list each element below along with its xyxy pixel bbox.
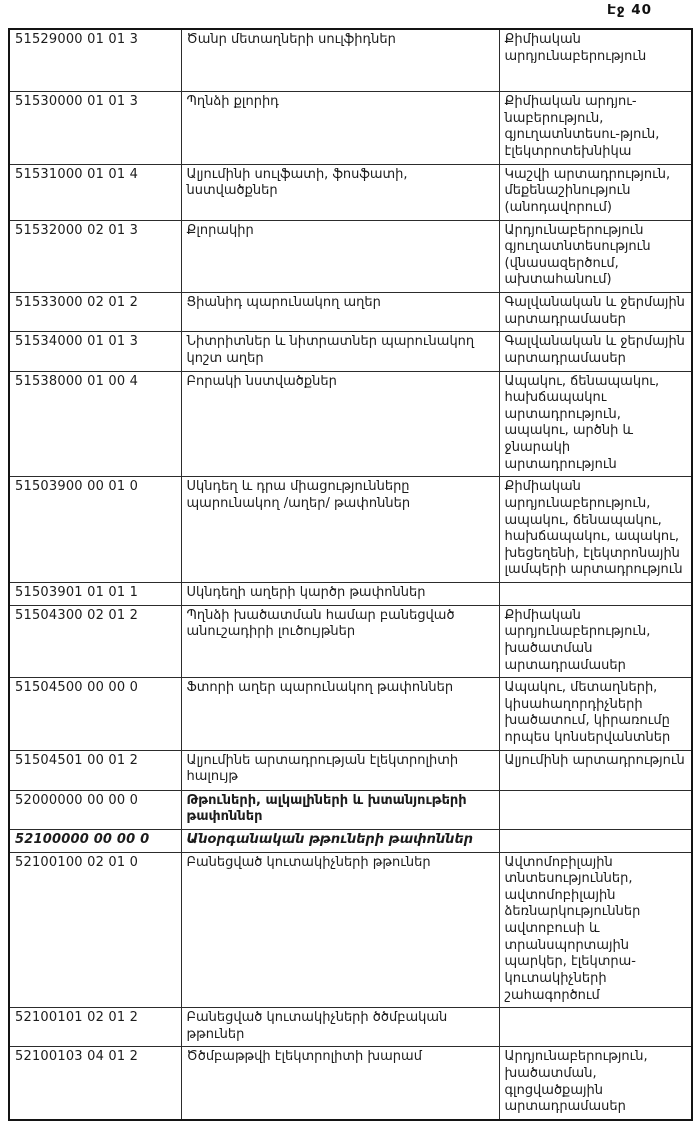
waste-code-cell: 51504500 00 00 0 [9,678,181,751]
waste-code-cell: 52100100 02 01 0 [9,852,181,1008]
usage-cell: Ավտոմոբիլային տնտեսություններ, ավտոմոբիլային ձեռնարկություններ ավտոբուսի և տրանսպորտային պարկեր, էլեկտրա-կուտակիչների շահագործում [499,852,692,1008]
waste-code-cell: 51504501 00 01 2 [9,750,181,790]
usage-cell: Ալյումինի արտադրություն [499,750,692,790]
table-row [9,1047,692,1120]
waste-code-cell: 51538000 01 00 4 [9,371,181,477]
waste-code-cell: 52100000 00 00 0 [9,829,181,852]
waste-name-cell: Ֆտորի աղեր պարունակող թափոններ [181,678,499,751]
usage-cell: Ապակու, մետաղների, կիսահաղորդիչների խածատում, կիրառումը որպես կոնսերվանտներ [499,678,692,751]
table-row [9,1008,692,1047]
table-row [9,477,692,583]
table-row [9,293,692,332]
table-row [9,29,692,92]
waste-name-cell: Բանեցված կուտակիչների ծծմբական թթուներ [181,1008,499,1047]
table-row [9,583,692,606]
waste-code-cell: 51529000 01 01 3 [9,29,181,92]
usage-cell [499,583,692,606]
waste-classification-table [8,28,693,1121]
waste-name-cell: Նիտրիտներ և նիտրատներ պարունակող կոշտ աղեր [181,332,499,371]
waste-name-cell: Քլորակիր [181,220,499,293]
waste-code-cell: 52000000 00 00 0 [9,790,181,829]
waste-code-cell: 52100101 02 01 2 [9,1008,181,1047]
usage-cell: Գալվանական և ջերմային արտադրամասեր [499,332,692,371]
table-row [9,605,692,678]
usage-cell: Քիմիական արդյունաբերություն, խածատման արտադրամասեր [499,605,692,678]
waste-code-cell: 51530000 01 01 3 [9,92,181,165]
usage-cell: Կաշվի արտադրություն, մեքենաշինություն (անոդավորում) [499,164,692,220]
waste-code-cell: 51534000 01 01 3 [9,332,181,371]
waste-name-cell: Ցիանիդ պարունակող աղեր [181,293,499,332]
waste-code-cell: 52100103 04 01 2 [9,1047,181,1120]
waste-code-cell: 51533000 02 01 2 [9,293,181,332]
waste-code-cell: 51503900 00 01 0 [9,477,181,583]
waste-name-cell: Ալյումինե արտադրության էլեկտրոլիտի հալույթ [181,750,499,790]
usage-cell: Գալվանական և ջերմային արտադրամասեր [499,293,692,332]
usage-cell: Քիմիական արդյունաբերություն [499,29,692,92]
table-row [9,220,692,293]
table-row [9,750,692,790]
waste-name-cell: Թթուների, ալկալիների և խտանյութերի թափոններ [181,790,499,829]
waste-name-cell: Պղնձի խածատման համար բանեցված անուշադիրի լուծույթներ [181,605,499,678]
waste-name-cell: Բանեցված կուտակիչների թթուներ [181,852,499,1008]
usage-cell [499,829,692,852]
table-row [9,92,692,165]
waste-name-cell: Բորակի նստվածքներ [181,371,499,477]
waste-name-cell: Սկնդեղ և դրա միացությունները պարունակող /աղեր/ թափոններ [181,477,499,583]
waste-name-cell: Ծծմբաթթվի էլեկտրոլիտի խարամ [181,1047,499,1120]
usage-cell: Քիմիական արդյունաբերություն, ապակու, ճենապակու, հախճապակու, ապակու, խեցեղենի, էլեկտրոնային լամպերի արտադրություն [499,477,692,583]
usage-cell: Արդյունաբերություն գյուղատնտեսություն (վնասազերծում, ախտահանում) [499,220,692,293]
table-row [9,332,692,371]
waste-name-cell: Սկնդեղի աղերի կարծր թափոններ [181,583,499,606]
waste-code-cell: 51504300 02 01 2 [9,605,181,678]
table-row [9,790,692,829]
waste-code-cell: 51532000 02 01 3 [9,220,181,293]
waste-name-cell: Անօրգանական թթուների թափոններ [181,829,499,852]
usage-cell [499,790,692,829]
waste-name-cell: Ծանր մետաղների սուլֆիդներ [181,29,499,92]
table-body [9,29,692,1120]
table-row [9,164,692,220]
table-row [9,852,692,1008]
waste-code-cell: 51503901 01 01 1 [9,583,181,606]
table-row [9,829,692,852]
usage-cell: Արդյունաբերություն, խածատման, գլոցվածքային արտադրամասեր [499,1047,692,1120]
usage-cell: Ապակու, ճենապակու, հախճապակու արտադրություն, ապակու, արծնի և ջնարակի արտադրություն [499,371,692,477]
page-number: Էջ 40 [606,2,652,18]
waste-code-cell: 51531000 01 01 4 [9,164,181,220]
usage-cell: Քիմիական արդյու-նաբերություն, գյուղատնտեսու-թյուն, էլեկտրոտեխնիկա [499,92,692,165]
waste-name-cell: Պղնձի քլորիդ [181,92,499,165]
table-row [9,371,692,477]
waste-name-cell: Ալյումինի սուլֆատի, ֆոսֆատի, նստվածքներ [181,164,499,220]
table-row [9,678,692,751]
usage-cell [499,1008,692,1047]
